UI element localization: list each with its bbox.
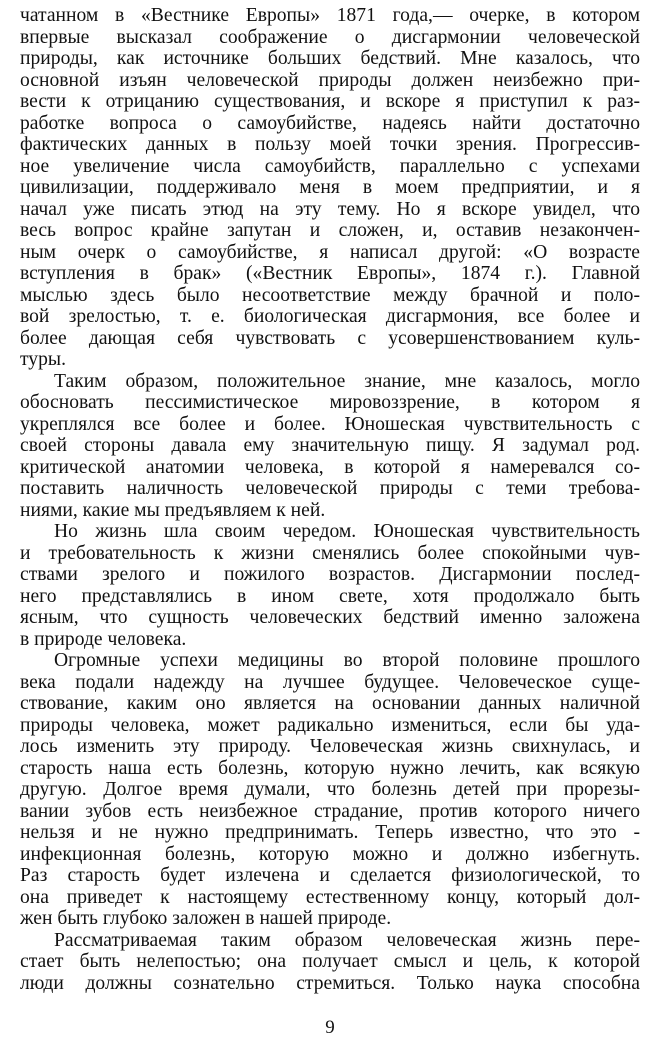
text-line: весь вопрос крайне запутан и сложен, и, оставив незакончен-: [20, 220, 640, 241]
paragraph: [20, 5, 640, 371]
text-line: работке вопроса о самоубийстве, надеясь найти достаточно: [20, 112, 640, 134]
text-line: впервые высказал соображение о дисгармонии человеческой: [20, 26, 640, 48]
text-line: начал уже писать этюд на эту тему. Но я вскоре увидел, что: [20, 198, 640, 220]
paragraph: [20, 521, 640, 650]
text-line: более дающая себя чувствовать с усовершенствованием куль-: [20, 327, 640, 349]
text-line: вести к отрицанию существования, и вскоре я приступил к раз-: [20, 91, 640, 112]
text-line: в природе человека.: [20, 628, 187, 650]
text-line: поставить наличность человеческой природы с теми требова-: [20, 478, 640, 499]
text-line: природы человека, может радикально измениться, если бы уда-: [20, 714, 640, 736]
text-line: лось изменить эту природу. Человеческая жизнь свихнулась, и: [20, 736, 640, 757]
text-line: туры.: [20, 349, 66, 370]
text-line: вступления в брак» («Вестник Европы», 1874 г.). Главной: [20, 263, 640, 284]
text-line: и требовательность к жизни сменялись более спокойными чув-: [20, 542, 640, 564]
text-line: обосновать пессимистическое мировоззрение, в котором я: [20, 392, 640, 413]
text-line: Раз старость будет излечена и сделается физиологической, то: [20, 865, 640, 886]
page-number: 9: [325, 1017, 335, 1038]
text-line: ясным, что сущность человеческих бедствий именно заложена: [20, 607, 640, 628]
text-line: жен быть глубоко заложен в нашей природе.: [20, 908, 392, 929]
text-line: люди должны сознательно стремиться. Только наука способна: [20, 972, 640, 994]
text-line: Но жизнь шла своим чередом. Юношеская чувствительность: [54, 521, 640, 542]
text-line: ниями, какие мы предъявляем к ней.: [20, 499, 326, 521]
text-line: стает быть нелепостью; она получает смысл и цель, к которой: [20, 951, 640, 972]
text-line: фактических данных в пользу моей точки зрения. Прогрессив-: [20, 134, 640, 155]
text-line: она приведет к настоящему естественному концу, который дол-: [20, 886, 640, 908]
paragraph: [20, 371, 640, 522]
text-line: ствование, каким оно является на основании данных наличной: [20, 693, 640, 714]
text-line: старость наша есть болезнь, которую нужно лечить, как всякую: [20, 757, 640, 779]
text-line: Рассматриваемая таким образом человеческая жизнь пере-: [54, 929, 640, 951]
text-line: своей стороны давала ему значительную пищу. Я задумал род.: [20, 435, 640, 456]
text-line: основной изъян человеческой природы должен неизбежно при-: [20, 69, 640, 91]
text-line: природы, как источнике больших бедствий. Мне казалось, что: [20, 48, 640, 69]
text-line: вой зрелостью, т. е. биологическая дисгармония, все более и: [20, 306, 640, 327]
text-line: укреплялся все более и более. Юношеская чувствительность с: [20, 413, 640, 435]
text-line: него представлялись в ином свете, хотя продолжало быть: [20, 585, 640, 607]
text-line: инфекционная болезнь, которую можно и должно избегнуть.: [20, 843, 640, 865]
text-line: критической анатомии человека, в которой я намеревался со-: [20, 456, 640, 478]
text-line: другую. Долгое время думали, что болезнь детей при прорезы-: [20, 779, 640, 800]
text-line: Огромные успехи медицины во второй половине прошлого: [54, 650, 640, 671]
paragraph: [20, 650, 640, 930]
paragraph: [20, 930, 640, 995]
text-line: ное увеличение числа самоубийств, параллельно с успехами: [20, 155, 640, 177]
text-line: мыслью здесь было несоответствие между брачной и поло-: [20, 284, 640, 306]
text-line: ным очерк о самоубийстве, я написал другой: «О возрасте: [20, 241, 640, 263]
text-line: ствами зрелого и пожилого возрастов. Дисгармонии послед-: [20, 564, 640, 585]
text-line: цивилизации, поддерживало меня в моем предприятии, и я: [20, 177, 640, 198]
text-line: Таким образом, положительное знание, мне казалось, могло: [54, 370, 640, 392]
text-line: нельзя и не нужно предпринимать. Теперь известно, что это -: [20, 822, 640, 843]
text-line: века подали надежду на лучшее будущее. Человеческое суще-: [20, 671, 640, 693]
body-text: [20, 5, 640, 994]
text-line: чатанном в «Вестнике Европы» 1871 года,— очерке, в котором: [20, 5, 640, 26]
text-line: вании зубов есть неизбежное страдание, против которого ничего: [20, 800, 640, 822]
